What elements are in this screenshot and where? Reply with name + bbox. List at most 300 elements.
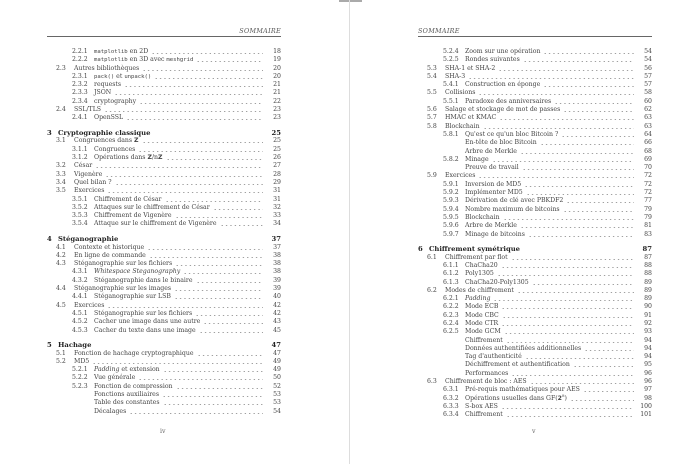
dot-leader [570, 395, 634, 401]
dot-leader [522, 164, 634, 170]
toc-entry-subsection[interactable] [418, 181, 652, 189]
toc-entry-subsubsection[interactable] [418, 337, 652, 345]
entry-title-part: Padding [465, 295, 491, 303]
entry-title-part: Déchiffrement et authentification [465, 361, 570, 369]
entry-title-part: Exercices [445, 172, 476, 180]
entry-title [74, 187, 104, 195]
entry-title-part: Mode CTR [465, 320, 499, 327]
dot-leader [561, 131, 634, 137]
entry-title-part: Z [134, 137, 139, 145]
entry-number: 6.3.4 [443, 411, 459, 419]
entry-number: 2.3 [56, 64, 66, 72]
entry-page-number: 25 [273, 137, 281, 145]
entry-number: 4.5.3 [72, 326, 88, 334]
toc-entry-subsubsection[interactable] [418, 164, 652, 172]
entry-page-number: 94 [644, 353, 652, 361]
entry-title [465, 231, 525, 239]
dot-leader [94, 341, 263, 347]
dot-leader [199, 327, 263, 333]
entry-page-number: 87 [644, 253, 652, 261]
running-head: SOMMAIRE [239, 27, 281, 35]
entry-title [465, 337, 503, 345]
dot-leader [524, 181, 634, 187]
toc-entry-section[interactable] [47, 162, 281, 170]
entry-title-part: meshgrid [166, 57, 194, 64]
entry-number: 4.3 [56, 260, 66, 268]
entry-title [74, 171, 102, 179]
toc-entry-chapter[interactable] [418, 245, 652, 253]
entry-title-part: Mode ECB [465, 303, 499, 311]
toc-entry-section[interactable] [47, 260, 281, 268]
entry-page-number: 72 [644, 180, 652, 188]
entry-page-number: 98 [644, 394, 652, 402]
toc-entry-subsection[interactable] [418, 328, 652, 336]
entry-number: 3.5.1 [72, 195, 88, 203]
entry-number: 2.2.1 [72, 48, 88, 55]
entry-title [465, 303, 498, 311]
toc-entry-section[interactable] [47, 252, 281, 260]
entry-title [74, 358, 89, 366]
entry-title-part: en 3D avec [127, 56, 167, 64]
entry-title [74, 350, 194, 358]
entry-title [74, 302, 104, 310]
entry-title-part: Inversion de MD5 [465, 180, 522, 188]
entry-title [94, 293, 171, 301]
entry-page-number: 63 [644, 114, 652, 122]
entry-page-number: 87 [642, 245, 652, 254]
entry-page-number: 22 [273, 97, 281, 105]
entry-title-part: Nombre maximum de bitcoins [465, 205, 560, 213]
toc-entry-section[interactable] [47, 187, 281, 195]
toc-entry-section[interactable] [47, 137, 281, 145]
dot-leader [501, 403, 634, 409]
entry-title [445, 287, 514, 295]
toc-entry-section[interactable] [47, 302, 281, 310]
toc-entry-chapter[interactable] [47, 129, 281, 137]
entry-number: 5.3 [427, 64, 437, 72]
dot-leader [104, 106, 263, 112]
entry-title [465, 262, 498, 270]
toc-entry-subsection[interactable] [418, 312, 652, 320]
toc-entry-subsection[interactable] [418, 206, 652, 214]
toc-entry-subsubsection[interactable] [47, 408, 281, 416]
entry-page-number: 33 [273, 212, 281, 220]
entry-number: 2.3.1 [72, 72, 88, 80]
toc-entry-subsection[interactable] [418, 320, 652, 328]
entry-number: 4.1 [56, 243, 66, 251]
entry-title-part: Rondes suivantes [465, 56, 520, 64]
entry-title-part: matplotlib [94, 57, 128, 64]
entry-page-number: 60 [644, 97, 652, 105]
toc-entry-subsection[interactable] [418, 156, 652, 164]
entry-number: 3.5 [56, 187, 66, 195]
toc-entry-subsection[interactable] [418, 270, 652, 278]
entry-page-number: 20 [273, 72, 281, 80]
dot-leader [478, 172, 634, 178]
entry-page-number: 23 [273, 106, 281, 114]
header-rule [47, 36, 281, 37]
entry-number: 6.3.1 [443, 386, 459, 394]
toc-entry-subsection[interactable] [47, 48, 281, 56]
toc-entry-section[interactable] [418, 73, 652, 81]
toc-entry-subsubsection[interactable] [418, 345, 652, 353]
entry-title [465, 370, 508, 378]
toc-entry-subsection[interactable] [47, 268, 281, 276]
dot-leader [511, 370, 634, 376]
toc-entry-subsection[interactable] [47, 327, 281, 335]
entry-number: 3.1.1 [72, 145, 88, 153]
toc-entry-subsection[interactable] [47, 114, 281, 122]
dot-leader [196, 56, 263, 62]
toc-entry-section[interactable] [47, 171, 281, 179]
entry-title [465, 156, 489, 164]
entry-number: 3.4 [56, 178, 66, 186]
dot-leader [504, 328, 634, 334]
entry-page-number: 72 [644, 172, 652, 180]
entry-title-part: /n [151, 154, 159, 162]
entry-number: 6 [418, 245, 423, 254]
dot-leader [162, 391, 263, 397]
toc-entry-subsection[interactable] [47, 81, 281, 89]
entry-page-number: 38 [273, 251, 281, 259]
entry-title-part: SSL/TLS [74, 106, 102, 114]
table-of-contents [47, 48, 281, 416]
entry-number: 6.2.1 [443, 295, 459, 303]
entry-number: 3.5.2 [72, 203, 88, 211]
entry-page-number: 42 [273, 309, 281, 317]
entry-number: 5.5 [427, 89, 437, 97]
entry-title-part: Tag d'authenticité [465, 353, 522, 361]
entry-title [445, 378, 527, 386]
dot-leader [95, 162, 263, 168]
entry-title [465, 411, 503, 419]
toc-entry-subsection[interactable] [47, 293, 281, 301]
dot-leader [498, 65, 634, 71]
toc-entry-subsection[interactable] [418, 98, 652, 106]
toc-entry-section[interactable] [47, 65, 281, 73]
entry-title [465, 181, 521, 189]
entry-number: 6.1 [427, 253, 437, 261]
entry-title-part: pack() [94, 73, 115, 80]
entry-title [94, 318, 200, 326]
toc-entry-section[interactable] [47, 285, 281, 293]
entry-page-number: 23 [273, 114, 281, 122]
toc-entry-section[interactable] [418, 378, 652, 386]
toc-entry-subsubsection[interactable] [418, 370, 652, 378]
toc-entry-section[interactable] [418, 114, 652, 122]
entry-page-number: 68 [644, 147, 652, 155]
entry-page-number: 27 [273, 162, 281, 170]
entry-title [465, 361, 570, 369]
entry-page-number: 94 [644, 336, 652, 344]
entry-title [465, 148, 517, 156]
dot-leader [583, 386, 634, 392]
toc-entry-section[interactable] [47, 358, 281, 366]
entry-number: 6.2.5 [443, 328, 459, 336]
toc-entry-section[interactable] [418, 172, 652, 180]
entry-title [429, 245, 520, 253]
dot-leader [129, 408, 263, 414]
toc-entry-subsection[interactable] [418, 131, 652, 139]
entry-number: 3.1.2 [72, 154, 88, 162]
entry-title-part: Chiffrement symétrique [429, 245, 520, 254]
entry-title [94, 81, 121, 89]
entry-title [465, 222, 517, 230]
dot-leader [121, 235, 263, 241]
toc-entry-subsection[interactable] [47, 56, 281, 64]
dot-leader [105, 171, 263, 177]
entry-page-number: 66 [644, 139, 652, 147]
entry-page-number: 97 [644, 386, 652, 394]
dot-leader [203, 318, 263, 324]
dot-leader [525, 353, 634, 359]
entry-number: 6.1.2 [443, 270, 459, 278]
entry-title-part: ) [564, 394, 567, 402]
entry-number: 6.2 [427, 286, 437, 294]
entry-number: 4.5.1 [72, 309, 88, 317]
entry-number: 5.2.3 [72, 382, 88, 390]
entry-page-number: 58 [644, 89, 652, 97]
entry-title-part: et extension [119, 366, 160, 374]
entry-page-number: 38 [273, 268, 281, 276]
toc-entry-subsubsection[interactable] [418, 148, 652, 156]
entry-number: 3 [47, 129, 52, 138]
toc-entry-section[interactable] [47, 179, 281, 187]
entry-page-number: 77 [644, 197, 652, 205]
dot-leader [153, 129, 263, 135]
entry-title-part: Contexte et historique [74, 243, 145, 251]
toc-entry-subsection[interactable] [418, 231, 652, 239]
entry-number: 2.4 [56, 106, 66, 114]
entry-title [94, 98, 136, 106]
entry-page-number: 53 [273, 391, 281, 399]
entry-title [445, 123, 480, 131]
entry-title-part: Preuve de travail [465, 164, 519, 172]
entry-number: 3.5.4 [72, 220, 88, 228]
toc-entry-subsection[interactable] [47, 212, 281, 220]
entry-title [94, 89, 111, 97]
entry-title-part: Modes de chiffrement [445, 286, 514, 294]
toc-entry-section[interactable] [418, 89, 652, 97]
toc-entry-subsubsection[interactable] [418, 139, 652, 147]
entry-page-number: 50 [273, 374, 281, 382]
toc-entry-subsection[interactable] [47, 220, 281, 228]
dot-leader [523, 56, 634, 62]
dot-leader [176, 383, 263, 389]
toc-entry-subsection[interactable] [418, 56, 652, 64]
running-head: SOMMAIRE [418, 27, 460, 35]
entry-page-number: 54 [644, 56, 652, 64]
entry-page-number: 54 [273, 407, 281, 415]
entry-page-number: 88 [644, 261, 652, 269]
toc-entry-subsection[interactable] [47, 146, 281, 154]
toc-entry-section[interactable] [47, 106, 281, 114]
entry-number: 4.3.1 [72, 268, 88, 276]
entry-page-number: 25 [271, 129, 281, 138]
toc-entry-subsubsection[interactable] [418, 353, 652, 361]
dot-leader [523, 245, 634, 251]
entry-title [465, 48, 540, 56]
entry-title [465, 270, 494, 278]
entry-page-number: 18 [273, 48, 281, 55]
entry-title-part: Qu'est ce qu'un bloc Bitcoin ? [465, 130, 559, 138]
entry-title [74, 244, 144, 252]
entry-title-part: Fonctions auxiliaires [94, 391, 160, 399]
dot-leader [196, 277, 263, 283]
toc-entry-subsection[interactable] [47, 73, 281, 81]
dot-leader [197, 350, 264, 356]
toc-entry-subsection[interactable] [418, 403, 652, 411]
entry-number: 5.1 [56, 349, 66, 357]
toc-entry-subsubsection[interactable] [47, 391, 281, 399]
entry-number: 5.5.1 [443, 97, 459, 105]
dot-leader [107, 302, 263, 308]
entry-title [94, 383, 173, 391]
toc-entry-section[interactable] [418, 106, 652, 114]
dot-leader [213, 204, 263, 210]
toc-entry-subsection[interactable] [47, 318, 281, 326]
toc-entry-subsection[interactable] [47, 98, 281, 106]
entry-title-part: Whitespace Steganography [94, 268, 181, 276]
dot-leader [115, 179, 263, 185]
dot-leader [478, 89, 634, 95]
entry-title [465, 353, 522, 361]
dot-leader [492, 156, 634, 162]
toc-entry-section[interactable] [418, 254, 652, 262]
toc-entry-section[interactable] [47, 350, 281, 358]
toc-entry-subsection[interactable] [418, 303, 652, 311]
toc-entry-subsubsection[interactable] [47, 399, 281, 407]
entry-title-part: Arbre de Merkle [465, 222, 517, 230]
toc-entry-subsection[interactable] [418, 189, 652, 197]
entry-number: 4.5.2 [72, 318, 88, 326]
toc-entry-subsection[interactable] [47, 204, 281, 212]
dot-leader [163, 366, 263, 372]
entry-title-part: unpack() [124, 73, 152, 80]
toc-entry-subsection[interactable] [47, 89, 281, 97]
entry-title-part: ChaCha20-Poly1305 [465, 278, 529, 286]
toc-entry-subsection[interactable] [418, 386, 652, 394]
entry-number: 5.7 [427, 114, 437, 122]
entry-page-number: 100 [640, 402, 652, 410]
entry-page-number: 38 [273, 260, 281, 268]
toc-entry-subsection[interactable] [47, 310, 281, 318]
entry-page-number: 101 [640, 411, 652, 419]
dot-leader [483, 123, 634, 129]
entry-title [465, 279, 529, 287]
table-of-contents [418, 48, 652, 420]
toc-entry-subsection[interactable] [47, 154, 281, 162]
dot-leader [563, 106, 634, 112]
entry-title [465, 392, 567, 403]
entry-page-number: 88 [644, 270, 652, 278]
toc-entry-subsection[interactable] [47, 374, 281, 382]
dot-leader [174, 293, 263, 299]
entry-title [465, 164, 519, 172]
entry-title-part: Arbre de Merkle [465, 147, 517, 155]
dot-leader [497, 270, 634, 276]
entry-title-part: OpenSSL [94, 114, 124, 122]
entry-number: 5.8 [427, 122, 437, 130]
entry-title-part: Salage et stockage de mot de passes [445, 106, 561, 114]
entry-page-number: 47 [273, 349, 281, 357]
toc-entry-subsection[interactable] [418, 214, 652, 222]
toc-entry-subsection[interactable] [418, 295, 652, 303]
entry-page-number: 52 [273, 382, 281, 390]
entry-title-part: SHA-1 et SHA-2 [445, 64, 496, 72]
entry-title-part: cryptography [94, 97, 137, 105]
toc-entry-subsubsection[interactable] [418, 361, 652, 369]
entry-title [74, 162, 92, 170]
entry-page-number: 32 [273, 203, 281, 211]
entry-page-number: 81 [644, 222, 652, 230]
toc-entry-subsection[interactable] [47, 277, 281, 285]
toc-entry-subsection[interactable] [47, 196, 281, 204]
toc-entry-section[interactable] [418, 287, 652, 295]
toc-entry-subsection[interactable] [418, 48, 652, 56]
toc-entry-subsection[interactable] [418, 81, 652, 89]
dot-leader [124, 81, 263, 87]
entry-title-part: En-tête de bloc Bitcoin [465, 139, 537, 147]
dot-leader [502, 312, 634, 318]
toc-entry-chapter[interactable] [47, 341, 281, 349]
dot-leader [530, 378, 634, 384]
entry-number: 6.1.3 [443, 278, 459, 286]
entry-number: 5.2.4 [443, 48, 459, 55]
entry-title-part: Cryptographie classique [58, 129, 151, 138]
dot-leader [503, 214, 634, 220]
toc-entry-section[interactable] [47, 244, 281, 252]
entry-title-part: Z [158, 154, 163, 162]
toc-entry-subsection[interactable] [418, 411, 652, 419]
entry-title [94, 268, 180, 276]
toc-entry-subsection[interactable] [47, 366, 281, 374]
entry-number: 3.5.3 [72, 212, 88, 220]
entry-number: 6.2.3 [443, 311, 459, 319]
toc-entry-subsection[interactable] [418, 279, 652, 287]
toc-entry-chapter[interactable] [47, 235, 281, 243]
entry-number: 2.4.1 [72, 114, 88, 122]
entry-title-part: Mode CBC [465, 311, 499, 319]
entry-page-number: 64 [644, 130, 652, 138]
dot-leader [563, 206, 634, 212]
entry-page-number: 79 [644, 213, 652, 221]
entry-number: 3.1 [56, 137, 66, 145]
entry-title [74, 65, 139, 73]
toc-entry-subsection[interactable] [418, 197, 652, 205]
entry-page-number: 21 [273, 81, 281, 89]
entry-page-number: 62 [644, 106, 652, 114]
dot-leader [540, 139, 634, 145]
toc-entry-section[interactable] [418, 65, 652, 73]
entry-title [465, 189, 523, 197]
entry-title-part: Minage [465, 155, 489, 163]
entry-title-part: Stéganographie dans le binaire [94, 276, 193, 284]
toc-entry-subsection[interactable] [418, 222, 652, 230]
entry-number: 6.3.3 [443, 402, 459, 410]
entry-title-part: Stéganographie sur les fichiers [74, 260, 173, 268]
entry-title [465, 320, 498, 328]
toc-entry-subsection[interactable] [47, 383, 281, 391]
toc-entry-section[interactable] [418, 123, 652, 131]
entry-title-part: S-box AES [465, 402, 498, 410]
toc-entry-subsection[interactable] [418, 262, 652, 270]
entry-title [94, 310, 192, 318]
toc-entry-subsection[interactable] [418, 392, 652, 403]
dot-leader [511, 254, 634, 260]
entry-title-part: Stéganographie [58, 235, 119, 244]
entry-page-number: 49 [273, 366, 281, 374]
